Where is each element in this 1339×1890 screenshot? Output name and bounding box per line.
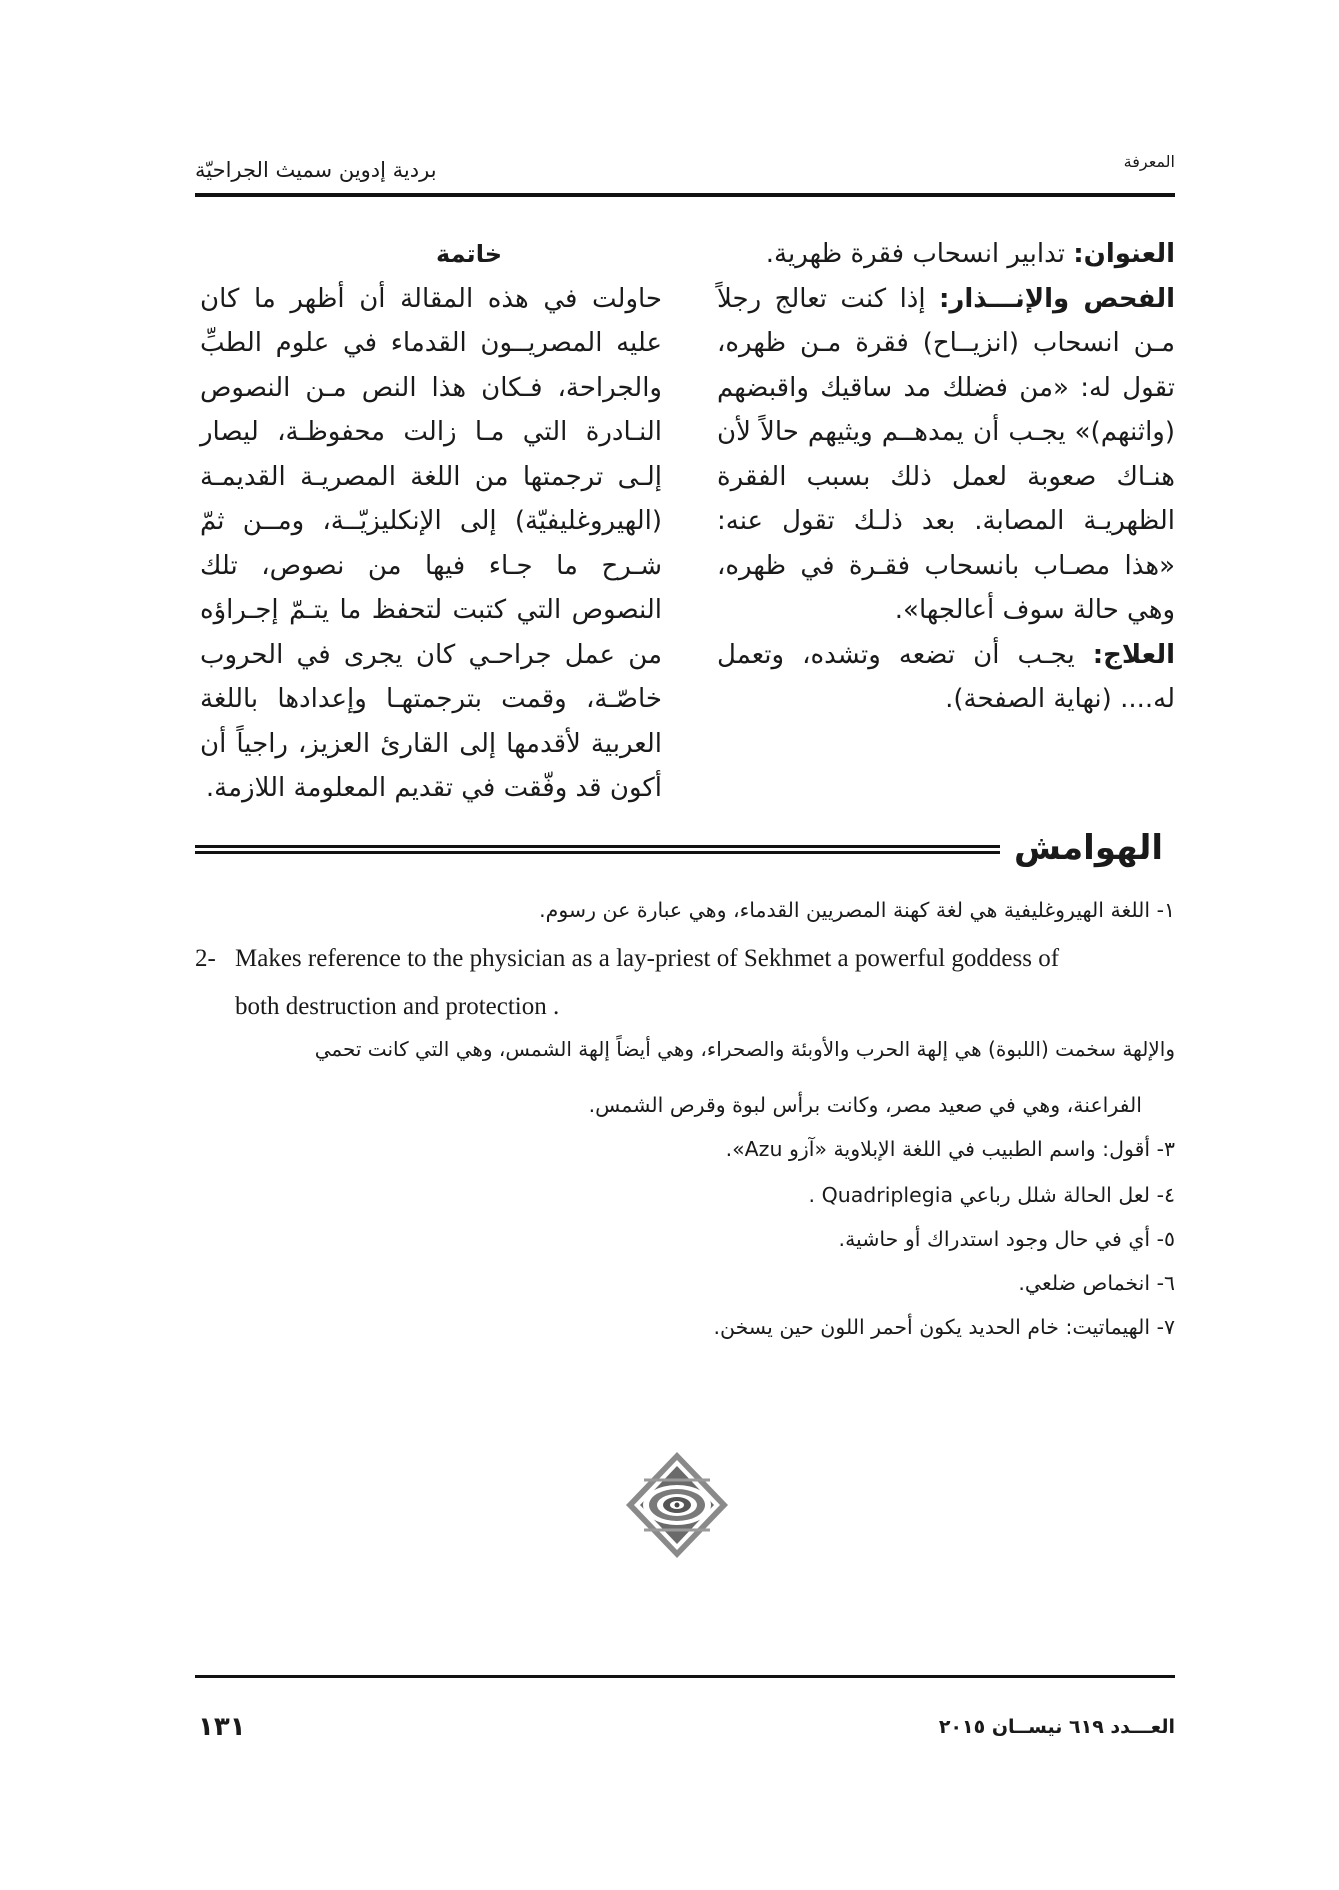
treatment-keyword: العلاج: [1092, 639, 1175, 670]
footnotes-double-rule [195, 845, 1015, 854]
footnote-2-line-2: both destruction and protection . [235, 993, 560, 1020]
conclusion-text: حاولت في هذه المقالة أن أظهر ما كان عليه المصريــون القدماء في علوم الطبِّ والجراحة، فـكان هذا النص مـن النصوص النـادرة التي مـا زالت محفوظـة، ليصار إلـى ترجمتها من اللغة المصريـة القديمـة (الهيروغليفيّة) إلى الإنكليزيّــة، ومــن ثمّ شـرح ما جـاء فيها من نصوص، تلك النصوص التي كتبت لتحفظ ما يتـمّ إجـراؤه من عمل جراحـي كان يجرى في الحروب خاصّـة، وقمت بترجمتهـا وإعدادها باللغة العربية لأقدمها إلى القارئ العزيز، راجياً أن أكون قد وفّقت في تقديم المعلومة اللازمة. [200, 283, 662, 803]
treatment-paragraph [717, 633, 1175, 722]
footnote-2-line-1: Makes reference to the physician as a lay-priest of Sekhmet a powerful goddess of [235, 945, 1060, 972]
header-rule [195, 193, 1175, 197]
left-column [200, 232, 662, 811]
running-header [195, 150, 1175, 190]
footer-rule [195, 1675, 1175, 1678]
footnote-7: ٧- الهيماتيت: خام الحديد يكون أحمر اللون حين يسخن. [713, 1315, 1175, 1339]
running-title: بردية إدوين سميث الجراحيّة [195, 158, 437, 182]
footnote-5: ٥- أي في حال وجود استدراك أو حاشية. [838, 1227, 1175, 1251]
right-column [717, 232, 1175, 722]
conclusion-heading: خاتمة [436, 240, 502, 268]
footnote-6: ٦- انخماص ضلعي. [1018, 1271, 1175, 1295]
footnote-2-english [195, 935, 1175, 1031]
issue-info: العـــدد ٦١٩ نيســان ٢٠١٥ [938, 1716, 1175, 1738]
footnote-3: ٣- أقول: واسم الطبيب في اللغة الإبلاوية «آزو Azu». [725, 1137, 1175, 1161]
title-paragraph [717, 232, 1175, 277]
footnote-2-number: 2- [195, 945, 216, 972]
footnotes-heading: الهوامش [1000, 828, 1163, 868]
magazine-logo [1124, 152, 1175, 171]
title-keyword: العنوان: [1073, 239, 1175, 269]
footnote-4: ٤- لعل الحالة شلل رباعي Quadriplegia . [808, 1183, 1175, 1207]
title-text: تدابير انسحاب فقرة ظهرية. [765, 239, 1074, 269]
footnote-1: ١- اللغة الهيروغليفية هي لغة كهنة المصريين القدماء، وهي عبارة عن رسوم. [539, 898, 1175, 922]
exam-paragraph [717, 277, 1175, 633]
logo-text: المعرفة [1123, 152, 1175, 171]
footnote-2-arabic: والإلهة سخمت (اللبوة) هي إلهة الحرب والأوبئة والصحراء، وهي أيضاً إلهة الشمس، وهي التي كانت تحمي [314, 1037, 1175, 1061]
footnote-2-arabic-cont: الفراعنة، وهي في صعيد مصر، وكانت برأس لبوة وقرص الشمس. [588, 1093, 1142, 1117]
footnotes-heading-bar [195, 828, 1175, 872]
ornament-icon [624, 1450, 730, 1560]
page-number: ١٣١ [198, 1712, 246, 1742]
treatment-text: يجـب أن تضعه وتشده، وتعمل له.... (نهاية الصفحة). [717, 639, 1175, 714]
exam-keyword: الفحص والإنـــذار: [939, 283, 1175, 314]
exam-text: إذا كنت تعالج رجلاً مـن انسحاب (انزيــاح) فقرة مـن ظهره، تقول له: «من فضلك مد ساقيك واقبضهم (واثنهم)» يجـب أن يمدهــم ويثيهم حالاً لأن هنـاك صعوبة لعمل ذلك بسبب الفقرة الظهريـة المصابة. بعد ذلـك تقول عنه: «هذا مصـاب بانسحاب فقـرة في ظهره، وهي حالة سوف أعالجها». [717, 283, 1175, 625]
